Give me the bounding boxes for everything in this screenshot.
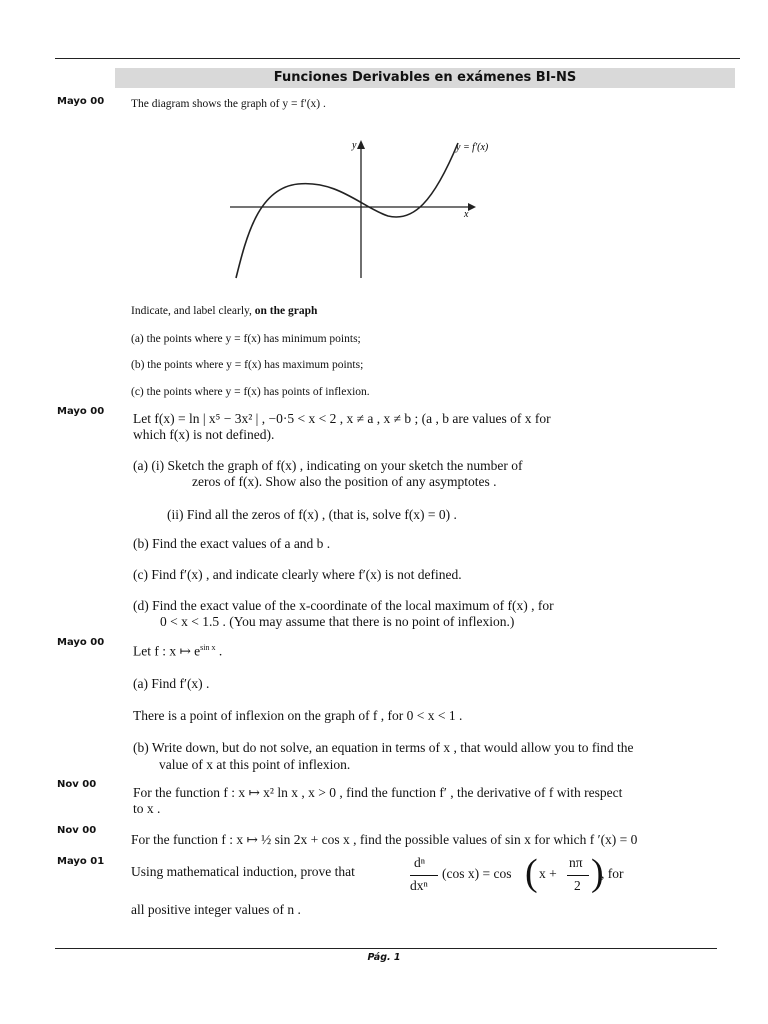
problem-text: Let f(x) = ln | x⁵ − 3x² | , −0·5 < x < 2 , x ≠ a , x ≠ b ; (a , b are values of x for	[133, 411, 551, 426]
problem-text: which f(x) is not defined).	[133, 427, 275, 442]
problem-text: Using mathematical induction, prove that	[131, 864, 355, 879]
page-number: Pág. 1	[367, 952, 401, 963]
y-axis-arrow	[357, 140, 365, 149]
problem-tag: Mayo 00	[57, 637, 105, 648]
problem-tag: Nov 00	[57, 825, 97, 836]
x-axis-arrow	[468, 203, 476, 211]
problem-text: (ii) Find all the zeros of f(x) , (that is, solve f(x) = 0) .	[167, 507, 457, 522]
problem-text: all positive integer values of n .	[131, 902, 301, 917]
instruction-text: Indicate, and label clearly,	[131, 305, 255, 317]
problem-tag: Mayo 00	[57, 406, 105, 417]
problem-text: to x .	[133, 801, 161, 816]
problem-text	[133, 643, 222, 660]
footer-rule	[55, 948, 717, 949]
problem-text: (a) the points where y = f(x) has minimum points;	[131, 333, 361, 345]
derivative-graph	[228, 138, 489, 288]
formula-middle: (cos x) = cos	[442, 866, 512, 881]
problem-tag: Nov 00	[57, 779, 97, 790]
formula-arg-denominator: 2	[574, 878, 581, 893]
problem-text: There is a point of inflexion on the graph of f , for 0 < x < 1 .	[133, 708, 463, 723]
page-title: Funciones Derivables en exámenes BI-NS	[115, 68, 735, 88]
formula-arg-numerator: nπ	[569, 855, 583, 870]
problem-text	[131, 305, 317, 317]
exponent: sin x	[200, 643, 216, 652]
arg-fraction-bar	[567, 875, 589, 876]
problem-text: (d) Find the exact value of the x-coordinate of the local maximum of f(x) , for	[133, 598, 554, 613]
curve-label: y = f′(x)	[456, 142, 489, 153]
formula-tail: , for	[601, 866, 624, 881]
punctuation: .	[215, 643, 223, 659]
derivative-formula	[408, 852, 633, 897]
formula-arg: x +	[539, 866, 557, 881]
header-rule	[55, 58, 740, 59]
formula-numerator: dⁿ	[414, 855, 426, 870]
right-paren: )	[591, 852, 604, 894]
fraction-bar	[410, 875, 438, 876]
problem-text: (a) Find f′(x) .	[133, 676, 210, 691]
problem-tag: Mayo 00	[57, 96, 105, 107]
problem-text: (c) Find f′(x) , and indicate clearly where f′(x) is not defined.	[133, 567, 462, 582]
problem-text: (b) Find the exact values of a and b .	[133, 536, 331, 551]
problem-text: (b) Write down, but do not solve, an equation in terms of x , that would allow you to find the	[133, 740, 634, 755]
problem-text: 0 < x < 1.5 . (You may assume that there is no point of inflexion.)	[160, 614, 515, 629]
y-axis-label: y	[352, 140, 357, 151]
problem-text: (c) the points where y = f(x) has points of inflexion.	[131, 386, 370, 398]
derivative-curve	[236, 143, 458, 278]
left-paren: (	[525, 852, 538, 894]
problem-text: For the function f : x ↦ x² ln x , x > 0 , find the function f′ , the derivative of f with respect	[133, 785, 623, 800]
function-def: Let f : x ↦ e	[133, 643, 201, 659]
problem-text: For the function f : x ↦ ½ sin 2x + cos x , find the possible values of sin x for which f ′(x) = 0	[131, 832, 638, 847]
problem-text: (b) the points where y = f(x) has maximum points;	[131, 359, 364, 371]
problem-text: (a) (i) Sketch the graph of f(x) , indicating on your sketch the number of	[133, 458, 523, 473]
problem-text: zeros of f(x). Show also the position of any asymptotes .	[192, 474, 497, 489]
instruction-emphasis: on the graph	[254, 305, 318, 317]
problem-text: value of x at this point of inflexion.	[159, 757, 351, 772]
problem-text: The diagram shows the graph of y = f′(x) .	[131, 98, 326, 110]
x-axis-label: x	[464, 209, 469, 220]
formula-denominator: dxⁿ	[410, 878, 428, 893]
problem-tag: Mayo 01	[57, 856, 105, 867]
